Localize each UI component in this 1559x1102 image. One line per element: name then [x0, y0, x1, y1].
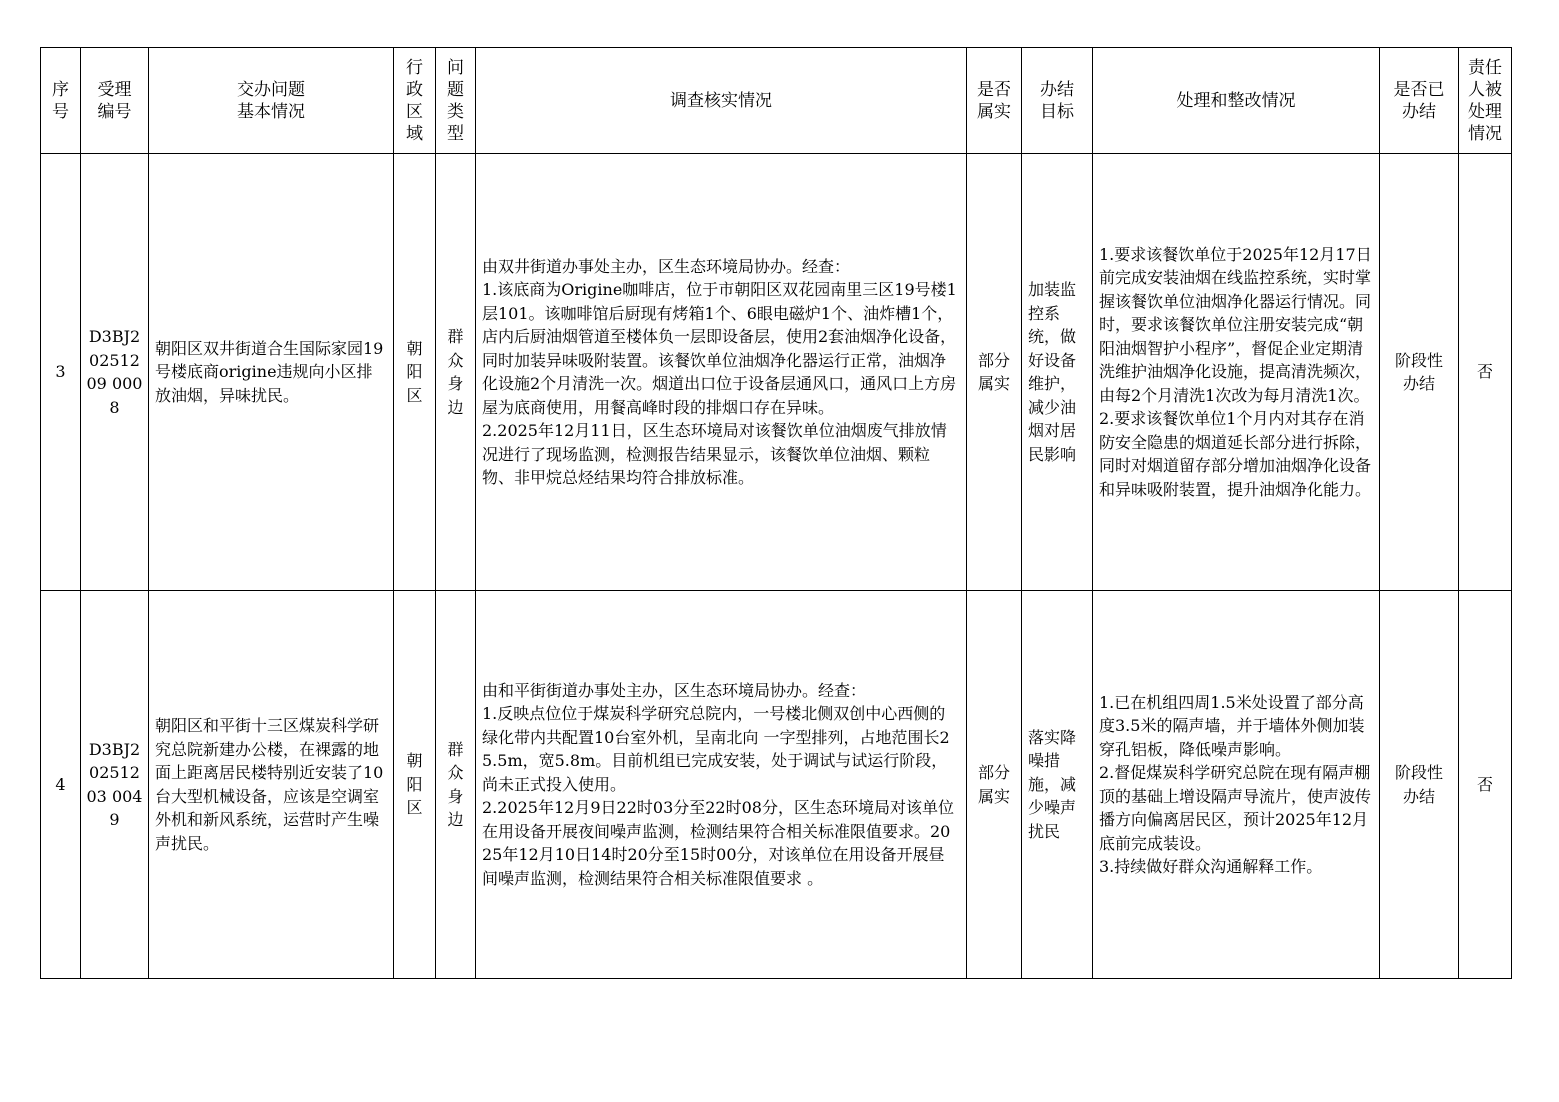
complaint-table [40, 47, 1512, 979]
cell-investigation: 由和平街街道办事处主办，区生态环境局协办。经查： 1.反映点位位于煤炭科学研究总院内，一号楼北侧双创中心西侧的绿化带内共配置10台室外机，呈南北向 一字型排列，占地范围长25.5m，宽5.8m。目前机组已完成安装，处于调试与试运行阶段，尚未正式投入使用。 2.2025年12月9日22时03分至22时08分，区生态环境局对该单位在用设备开展夜间噪声监测，检测结果符合相关标准限值要求。2025年12月10日14时20分至15时00分，对该单位在用设备开展昼间噪声监测，检测结果符合相关标准限值要求 。 [476, 591, 967, 979]
header-seq: 序 号 [41, 48, 81, 154]
cell-accountability: 否 [1459, 154, 1512, 591]
cell-seq: 3 [41, 154, 81, 591]
header-completed: 是否已 办结 [1380, 48, 1459, 154]
header-region: 行 政 区 域 [394, 48, 436, 154]
header-type: 问 题 类 型 [436, 48, 476, 154]
header-accountability: 责任 人被 处理 情况 [1459, 48, 1512, 154]
header-goal: 办结 目标 [1022, 48, 1093, 154]
cell-goal: 加装监控系统，做好设备维护，减少油烟对居民影响 [1022, 154, 1093, 591]
table-row [41, 591, 1512, 979]
cell-accountability: 否 [1459, 591, 1512, 979]
cell-handling: 1.要求该餐饮单位于2025年12月17日前完成安装油烟在线监控系统，实时掌握该餐饮单位油烟净化器运行情况。同时，要求该餐饮单位注册安装完成“朝阳油烟智护小程序”，督促企业定期清洗维护油烟净化设施，提高清洗频次，由每2个月清洗1次改为每月清洗1次。 2.要求该餐饮单位1个月内对其存在消防安全隐患的烟道延长部分进行拆除，同时对烟道留存部分增加油烟净化设备和异味吸附装置，提升油烟净化能力。 [1093, 154, 1380, 591]
header-handling: 处理和整改情况 [1093, 48, 1380, 154]
cell-type: 群众身边 [436, 154, 476, 591]
cell-id: D3BJ20251203 0049 [81, 591, 149, 979]
cell-completed: 阶段性 办结 [1380, 591, 1459, 979]
cell-verified: 部分 属实 [967, 154, 1022, 591]
cell-type: 群众身边 [436, 591, 476, 979]
cell-region: 朝阳区 [394, 154, 436, 591]
cell-goal: 落实降噪措施，减少噪声扰民 [1022, 591, 1093, 979]
cell-completed: 阶段性 办结 [1380, 154, 1459, 591]
header-issue: 交办问题 基本情况 [149, 48, 394, 154]
table-row [41, 154, 1512, 591]
cell-issue: 朝阳区和平街十三区煤炭科学研究总院新建办公楼，在裸露的地面上距离居民楼特别近安装了10台大型机械设备，应该是空调室外机和新风系统，运营时产生噪声扰民。 [149, 591, 394, 979]
cell-id: D3BJ20251209 0008 [81, 154, 149, 591]
table-header-row [41, 48, 1512, 154]
header-id: 受理 编号 [81, 48, 149, 154]
cell-issue: 朝阳区双井街道合生国际家园19号楼底商origine违规向小区排放油烟，异味扰民。 [149, 154, 394, 591]
cell-investigation: 由双井街道办事处主办，区生态环境局协办。经查： 1.该底商为Origine咖啡店，位于市朝阳区双花园南里三区19号楼1层101。该咖啡馆后厨现有烤箱1个、6眼电磁炉1个、油炸槽1个，店内后厨油烟管道至楼体负一层即设备层，使用2套油烟净化设备，同时加装异味吸附装置。该餐饮单位油烟净化器运行正常，油烟净化设施2个月清洗一次。烟道出口位于设备层通风口，通风口上方房屋为底商使用，用餐高峰时段的排烟口存在异味。 2.2025年12月11日，区生态环境局对该餐饮单位油烟废气排放情况进行了现场监测，检测报告结果显示，该餐饮单位油烟、颗粒物、非甲烷总烃结果均符合排放标准。 [476, 154, 967, 591]
cell-region: 朝阳区 [394, 591, 436, 979]
cell-seq: 4 [41, 591, 81, 979]
header-verified: 是否 属实 [967, 48, 1022, 154]
cell-handling: 1.已在机组四周1.5米处设置了部分高度3.5米的隔声墙，并于墙体外侧加装穿孔铝板，降低噪声影响。 2.督促煤炭科学研究总院在现有隔声棚顶的基础上增设隔声导流片，使声波传播方向偏离居民区，预计2025年12月底前完成装设。 3.持续做好群众沟通解释工作。 [1093, 591, 1380, 979]
cell-verified: 部分 属实 [967, 591, 1022, 979]
header-investigation: 调查核实情况 [476, 48, 967, 154]
